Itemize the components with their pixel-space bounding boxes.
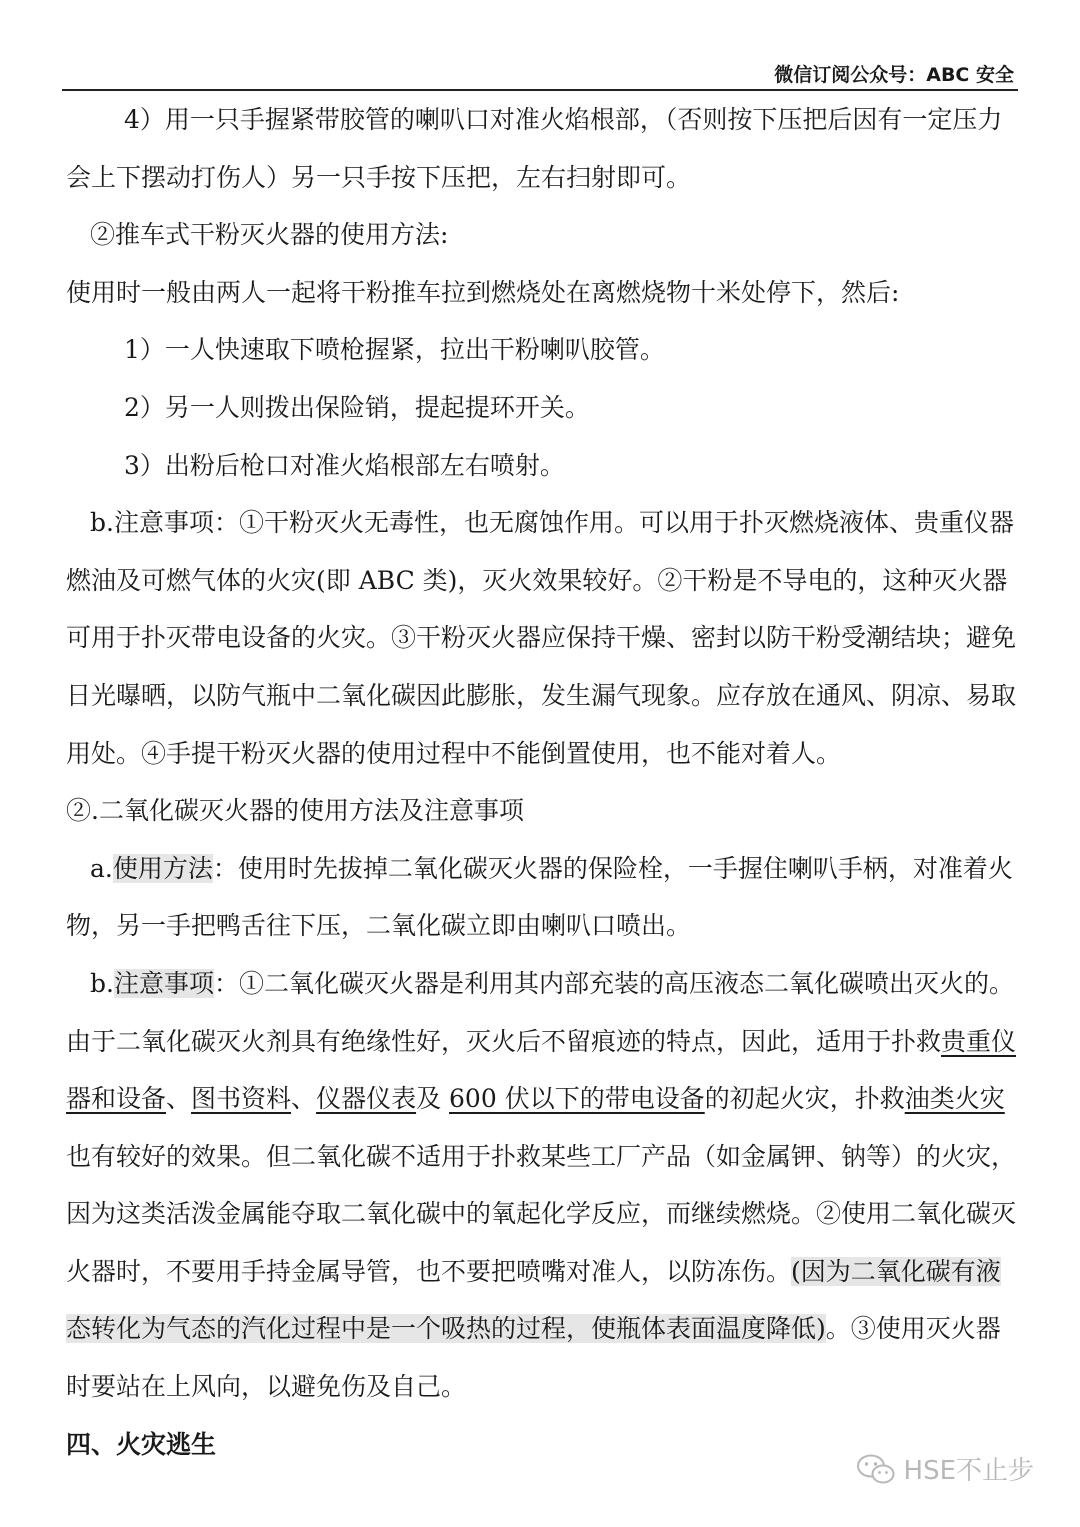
paragraph-dry-powder-notes: b.注意事项：①干粉灭火无毒性，也无腐蚀作用。可以用于扑灭燃烧液体、贵重仪器燃油及可燃气体的火灾(即 ABC 类)，灭火效果较好。②干粉是不导电的，这种灭火器可用于扑灭带电设备的火灾。③干粉灭火器应保持干燥、密封以防干粉受潮结块；避免日光曝晒，以防气瓶中二氧化碳因此膨胀，发生漏气现象。应存放在通风、阴凉、易取用处。④手提干粉灭火器的使用过程中不能倒置使用，也不能对着人。: [66, 508, 1017, 768]
paragraph-cart-intro: 使用时一般由两人一起将干粉推车拉到燃烧处在离燃烧物十米处停下，然后:: [66, 277, 900, 307]
underline-books: 图书资料: [191, 1084, 292, 1114]
wechat-icon: [856, 1453, 896, 1485]
paragraph-co2-title: ②.二氧化碳灭火器的使用方法及注意事项: [66, 796, 524, 826]
co2-method-prefix: a.: [90, 853, 113, 883]
co2-notes-text-5: 的初起火灾，扑救: [704, 1084, 905, 1114]
co2-notes-prefix: b.: [90, 968, 114, 998]
paragraph-cart-method-title: ②推车式干粉灭火器的使用方法:: [90, 220, 449, 250]
underline-electrical-equipment: 600 伏以下的带电设备: [449, 1084, 705, 1114]
highlight-notes: 注意事项: [113, 968, 214, 998]
paragraph-co2-method: [66, 840, 1018, 955]
co2-notes-text-3: 、: [291, 1084, 317, 1114]
highlight-usage-method: 使用方法: [112, 853, 213, 883]
underline-precious-instruments: 贵重仪器和设备: [66, 1026, 1017, 1114]
document-body: [66, 91, 1018, 1473]
co2-notes-text-7: 。③使用灭火器时要站在上风向，以避免伤及自己。: [66, 1314, 1001, 1402]
co2-notes-text-4: 及: [416, 1084, 450, 1114]
underline-oil-fire: 油类火灾: [904, 1084, 1005, 1114]
page-header: 微信订阅公众号：ABC 安全: [774, 64, 1014, 86]
underline-meters: 仪器仪表: [316, 1084, 417, 1114]
co2-method-text: ：使用时先拔掉二氧化碳灭火器的保险栓，一手握住喇叭手柄，对准着火物，另一手把鸭舌往下压，二氧化碳立即由喇叭口喷出。: [66, 853, 1013, 941]
paragraph-cart-step-3: 3）出粉后枪口对准火焰根部左右喷射。: [124, 450, 565, 480]
co2-notes-text-1: ：①二氧化碳灭火器是利用其内部充装的高压液态二氧化碳喷出灭火的。由于二氧化碳灭火剂具有绝缘性好，灭火后不留痕迹的特点，因此，适用于扑救: [66, 968, 1014, 1056]
co2-notes-text-6: 也有较好的效果。但二氧化碳不适用于扑救某些工厂产品（如金属钾、钠等）的火灾，因为这类活泼金属能夺取二氧化碳中的氧起化学反应，而继续燃烧。②使用二氧化碳灭火器时，不要用手持金属导管，也不要把喷嘴对准人，以防冻伤。: [66, 1141, 1017, 1286]
paragraph-cart-step-1: 1）一人快速取下喷枪握紧，拉出干粉喇叭胶管。: [124, 335, 665, 365]
paragraph-co2-notes: [66, 955, 1018, 1416]
watermark-text: HSE不止步: [903, 1456, 1034, 1486]
section-heading-fire-escape: 四、火灾逃生: [66, 1429, 217, 1459]
paragraph-step-4: 4）用一只手握紧带胶管的喇叭口对准火焰根部，（否则按下压把后因有一定压力会上下摆动打伤人）另一只手按下压把，左右扫射即可。: [66, 105, 1003, 192]
co2-notes-text-2: 、: [166, 1084, 192, 1114]
watermark: [856, 1450, 1034, 1487]
paragraph-cart-step-2: 2）另一人则拨出保险销，提起提环开关。: [124, 392, 590, 422]
highlight-explanation: (因为二氧化碳有液态转化为气态的汽化过程中是一个吸热的过程，使瓶体表面温度降低): [66, 1256, 1001, 1344]
